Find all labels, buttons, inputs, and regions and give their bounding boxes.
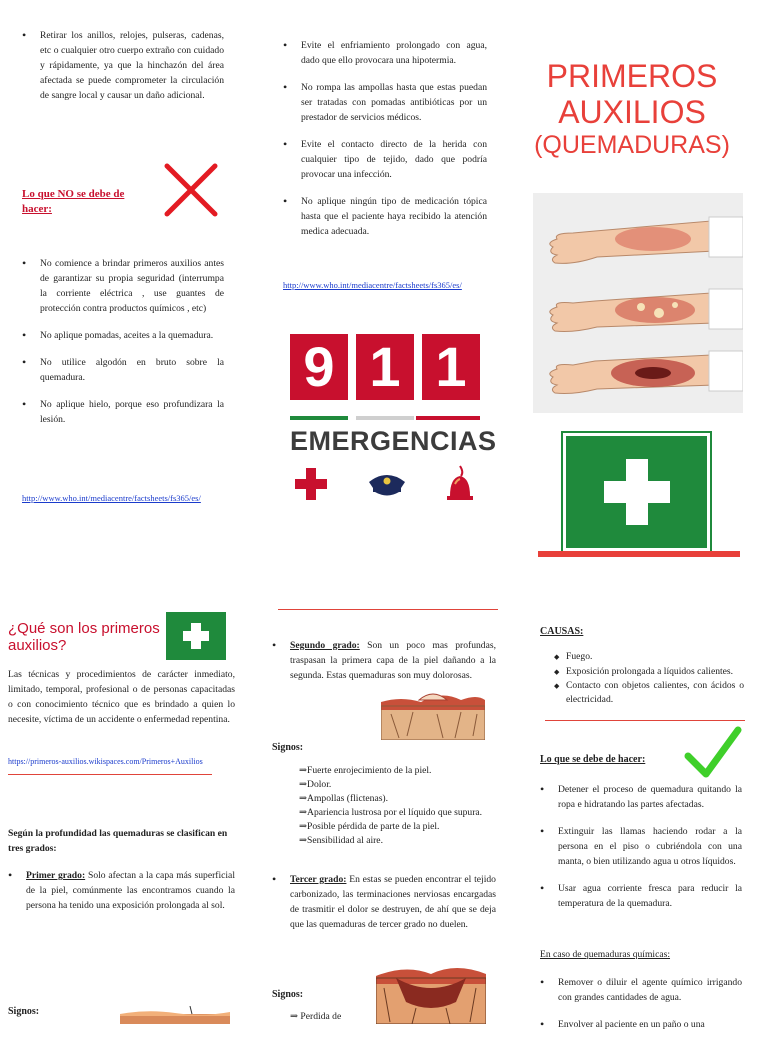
signs-label: Signos: bbox=[272, 742, 304, 753]
skin-layer-illustration bbox=[120, 1006, 230, 1024]
title-line: AUXILIOS bbox=[558, 94, 706, 130]
burn-degrees-illustration bbox=[533, 193, 743, 413]
third-degree-label: Tercer grado: bbox=[290, 874, 347, 885]
title-subtitle: (QUEMADURAS) bbox=[534, 131, 730, 159]
first-degree-text: Solo afectan a la capa más superficial de la piel, comúnmente las encontramos cuando la persona ha tenido una exposición prolongada al sol. bbox=[26, 870, 235, 911]
red-x-icon bbox=[163, 162, 219, 218]
page-title bbox=[534, 58, 730, 160]
chemical-list bbox=[540, 975, 742, 1044]
sign-item: ⇒Sensibilidad al aire. bbox=[299, 835, 383, 846]
no-heading: Lo que NO se debe de hacer: bbox=[22, 188, 125, 215]
flag-stripe-green bbox=[290, 416, 348, 420]
second-degree-label: Segundo grado: bbox=[290, 640, 360, 651]
list-item: • Envolver al paciente en un paño o una bbox=[540, 1017, 742, 1032]
first-degree-list bbox=[8, 868, 235, 925]
list-item: • No utilice algodón en bruto sobre la quemadura. bbox=[22, 355, 224, 385]
first-degree-label: Primer grado: bbox=[26, 870, 86, 881]
list-item: • No comience a brindar primeros auxilios antes de garantizar su propia seguridad (interrumpa la corriente eléctrica , use guantes de protección contra productos químicos , etc) bbox=[22, 256, 224, 316]
first-aid-sign-small bbox=[166, 612, 226, 660]
sign-item: ⇒Apariencia lustrosa por el líquido que supura. bbox=[299, 807, 483, 818]
medical-cross-icon bbox=[294, 466, 328, 502]
list-item: • No aplique ningún tipo de medicación tópica hasta que el paciente haya recibido la atención medica adecuada. bbox=[283, 194, 487, 239]
first-aid-sign bbox=[563, 433, 710, 551]
list-item: • Extinguir las llamas haciendo rodar a la persona en el piso o cubriéndola con una manta, o bien utilizando agua u otros líquidos. bbox=[540, 824, 742, 869]
do-list bbox=[540, 782, 742, 923]
sign-item: ⇒Fuerte enrojecimiento de la piel. bbox=[299, 765, 432, 776]
intro-bullet-list bbox=[22, 28, 224, 115]
third-degree-text: En estas se pueden encontrar el tejido carbonizado, las terminaciones nerviosas encargadas de trasmitir el dolor se destruyen, de ahí que se deja que las quemaduras de tercer grado no duelen. bbox=[290, 874, 496, 930]
list-item bbox=[272, 638, 496, 683]
green-check-icon bbox=[682, 722, 744, 784]
fire-bell-icon bbox=[444, 464, 476, 502]
white-cross-icon bbox=[181, 621, 211, 651]
list-item: ◆ Exposición prolongada a líquidos calientes. bbox=[554, 665, 744, 679]
second-degree-list bbox=[272, 638, 496, 695]
sign-item: ⇒Posible pérdida de parte de la piel. bbox=[299, 821, 440, 832]
avoid-list bbox=[283, 38, 487, 251]
causes-list bbox=[554, 650, 744, 707]
emergencias-word: EMERGENCIAS bbox=[290, 426, 497, 456]
divider bbox=[8, 774, 212, 775]
who-link[interactable]: http://www.who.int/mediacentre/factsheets/fs365/es/ bbox=[283, 280, 462, 290]
grades-intro: Según la profundidad las quemaduras se clasifican en tres grados: bbox=[8, 828, 228, 854]
list-item: • Evite el contacto directo de la herida con cualquier tipo de tejido, dado que podría provocar una infección. bbox=[283, 137, 487, 182]
second-degree-text: Son un poco mas profundas, traspasan la primera capa de la piel dañando a la segunda. Estas quemaduras son muy dolorosas. bbox=[290, 640, 496, 681]
what-is-heading: ¿Qué son los primeros auxilios? bbox=[8, 620, 160, 654]
chemical-heading: En caso de quemaduras químicas: bbox=[540, 949, 671, 960]
list-item: • Usar agua corriente fresca para reducir la temperatura de la quemadura. bbox=[540, 881, 742, 911]
digit-box: 1 bbox=[356, 334, 414, 400]
list-item: • Evite el enfriamiento prolongado con agua, dado que ello provocara una hipotermia. bbox=[283, 38, 487, 68]
list-item bbox=[272, 872, 496, 932]
list-item: • Retirar los anillos, relojes, pulseras, cadenas, etc o cualquier otro cuerpo extraño con cuidado y rápidamente, ya que la hinchazón del área afectada se puede comprometer la circulación de sangre local y causar un daño adicional. bbox=[22, 28, 224, 103]
second-degree-signs bbox=[299, 764, 495, 848]
emergency-911-logo bbox=[290, 334, 497, 504]
list-item: ◆ Fuego. bbox=[554, 650, 744, 664]
do-heading: Lo que se debe de hacer: bbox=[540, 754, 646, 765]
causes-heading: CAUSAS: bbox=[540, 626, 584, 637]
no-list bbox=[22, 256, 224, 439]
digit-box: 9 bbox=[290, 334, 348, 400]
flag-stripe-white bbox=[356, 416, 414, 420]
white-cross-icon bbox=[600, 455, 674, 529]
who-link[interactable]: http://www.who.int/mediacentre/factsheets/fs365/es/ bbox=[22, 493, 201, 503]
list-item: • No aplique hielo, porque eso profundizara la lesión. bbox=[22, 397, 224, 427]
list-item: • No rompa las ampollas hasta que estas puedan ser tratadas con pomadas antibióticas por un prestador de servicios médicos. bbox=[283, 80, 487, 125]
second-degree-skin-illustration bbox=[381, 690, 485, 740]
list-item: • Detener el proceso de quemadura quitando la ropa e hidratando las partes afectadas. bbox=[540, 782, 742, 812]
digit-box: 1 bbox=[422, 334, 480, 400]
list-item: • Remover o diluir el agente químico irrigando con grandes cantidades de agua. bbox=[540, 975, 742, 1005]
title-divider bbox=[538, 551, 740, 557]
sign-item: ⇒Dolor. bbox=[299, 779, 332, 790]
flag-stripe-red bbox=[416, 416, 480, 420]
title-line: PRIMEROS bbox=[546, 58, 718, 94]
sign-item: ⇒Ampollas (flictenas). bbox=[299, 793, 389, 804]
wikispaces-link[interactable]: https://primeros-auxilios.wikispaces.com/Primeros+Auxilios bbox=[8, 757, 203, 766]
third-degree-skin-illustration bbox=[376, 958, 486, 1024]
list-item bbox=[8, 868, 235, 913]
signs-label: Signos: bbox=[272, 989, 304, 1000]
definition-text: Las técnicas y procedimientos de carácter inmediato, limitado, temporal, profesional o de personas capacitadas o con conocimiento técnico que es brindado a quien lo necesite, víctima de un accidente o enfermedad repentina. bbox=[8, 669, 235, 725]
third-degree-list bbox=[272, 872, 496, 944]
police-cap-icon bbox=[365, 468, 409, 500]
list-item: ◆ Contacto con objetos calientes, con ácidos o electricidad. bbox=[554, 679, 744, 706]
signs-label: Signos: bbox=[8, 1006, 40, 1017]
divider bbox=[278, 609, 498, 610]
list-item: • No aplique pomadas, aceites a la quemadura. bbox=[22, 328, 224, 343]
divider bbox=[545, 720, 745, 721]
third-degree-sign-item: ⇒ Perdida de bbox=[290, 1011, 342, 1022]
